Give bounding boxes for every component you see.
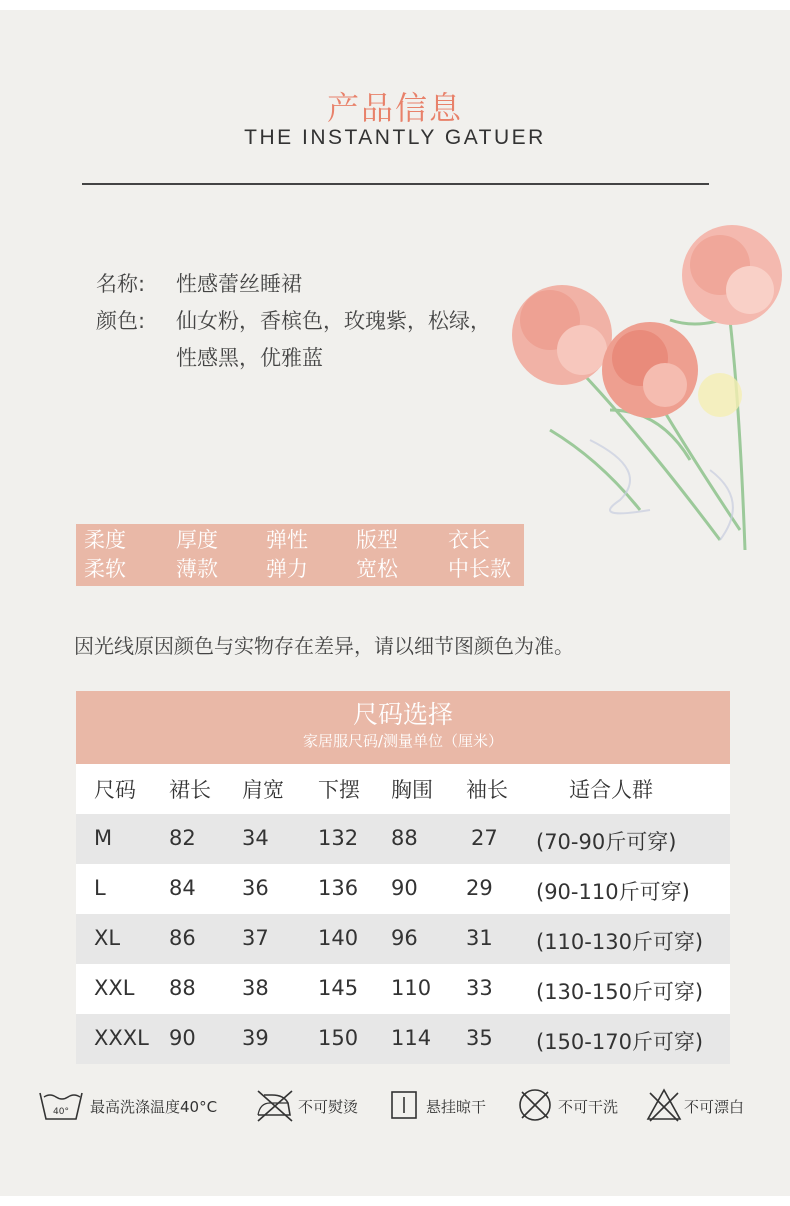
column-header: 肩宽 (242, 778, 284, 802)
color-disclaimer: 因光线原因颜色与实物存在差异，请以细节图颜色为准。 (74, 634, 574, 658)
care-text: 不可干洗 (558, 1098, 619, 1116)
size-cell: XXL (94, 976, 135, 1000)
column-header: 尺码 (94, 778, 136, 802)
attribute-fit: 版型 宽松 (356, 528, 398, 581)
care-text: 最高洗涤温度40°C (90, 1098, 218, 1116)
column-header: 下摆 (318, 778, 360, 802)
column-header: 袖长 (466, 778, 508, 802)
size-table-subtitle: 家居服尺码/测量单位（厘米） (302, 732, 504, 750)
care-item-hang-dry (390, 1083, 510, 1127)
care-instructions (0, 1083, 790, 1127)
color-value-line2: 性感黑，优雅蓝 (176, 346, 323, 370)
column-header: 裙长 (169, 778, 211, 802)
size-cell: M (94, 826, 113, 850)
page-subtitle: THE INSTANTLY GATUER (244, 126, 546, 149)
column-header: 胸围 (391, 778, 433, 802)
sleeve-cell: 33 (466, 976, 493, 1000)
size-cell: L (94, 876, 106, 900)
hem-cell: 150 (318, 1026, 359, 1050)
fit-range-cell: (150-170斤可穿) (536, 1030, 704, 1054)
name-value: 性感蕾丝睡裙 (176, 272, 302, 296)
care-item-iron (254, 1083, 384, 1127)
fit-range-cell: (90-110斤可穿) (536, 880, 690, 904)
shoulder-cell: 39 (242, 1026, 269, 1050)
care-text: 不可熨烫 (298, 1098, 359, 1116)
attribute-thickness: 厚度 薄款 (176, 528, 218, 581)
size-cell: XL (94, 926, 121, 950)
shoulder-cell: 34 (242, 826, 269, 850)
fit-range-cell: (110-130斤可穿) (536, 930, 704, 954)
shoulder-cell: 36 (242, 876, 269, 900)
size-table-header (76, 691, 730, 764)
bust-cell: 96 (391, 926, 418, 950)
care-item-wash (38, 1083, 248, 1127)
sleeve-cell: 35 (466, 1026, 493, 1050)
no-dry-clean-icon (518, 1087, 554, 1123)
divider (82, 183, 709, 185)
table-row (76, 914, 730, 964)
wash-temp-badge: 40° (53, 1107, 69, 1117)
bust-cell: 114 (391, 1026, 432, 1050)
attribute-length: 衣长 中长款 (448, 528, 511, 581)
attributes-bar (76, 524, 524, 586)
hem-cell: 136 (318, 876, 359, 900)
attribute-elasticity: 弹性 弹力 (266, 528, 308, 581)
sleeve-cell: 31 (466, 926, 493, 950)
hem-cell: 132 (318, 826, 359, 850)
hem-cell: 145 (318, 976, 359, 1000)
color-label: 颜色: (96, 309, 146, 333)
fit-range-cell: (70-90斤可穿) (536, 830, 677, 854)
bust-cell: 90 (391, 876, 418, 900)
length-cell: 82 (169, 826, 196, 850)
shoulder-cell: 37 (242, 926, 269, 950)
size-cell: XXXL (94, 1026, 149, 1050)
sleeve-cell: 27 (471, 826, 498, 850)
length-cell: 90 (169, 1026, 196, 1050)
carnation-illustration (490, 210, 790, 580)
table-row (76, 814, 730, 864)
sleeve-cell: 29 (466, 876, 493, 900)
care-item-dry-clean (518, 1083, 638, 1127)
bust-cell: 88 (391, 826, 418, 850)
name-label: 名称: (96, 272, 146, 296)
attribute-softness: 柔度 柔软 (84, 528, 126, 581)
bust-cell: 110 (391, 976, 432, 1000)
shoulder-cell: 38 (242, 976, 269, 1000)
hem-cell: 140 (318, 926, 359, 950)
product-color-row (96, 305, 491, 335)
size-table (76, 691, 730, 1064)
length-cell: 84 (169, 876, 196, 900)
hang-dry-icon (390, 1087, 420, 1123)
care-text: 不可漂白 (684, 1098, 745, 1116)
length-cell: 88 (169, 976, 196, 1000)
table-row (76, 1014, 730, 1064)
size-table-columns (76, 764, 730, 814)
table-row (76, 964, 730, 1014)
product-name-row (96, 268, 302, 298)
color-value-line1: 仙女粉，香槟色，玫瑰紫，松绿， (176, 309, 491, 333)
fit-range-cell: (130-150斤可穿) (536, 980, 704, 1004)
no-bleach-icon (646, 1087, 682, 1123)
page-title: 产品信息 (326, 89, 463, 127)
wash-basin-40-icon (38, 1087, 84, 1123)
table-row (76, 864, 730, 914)
length-cell: 86 (169, 926, 196, 950)
column-header: 适合人群 (569, 778, 653, 802)
care-text: 悬挂晾干 (426, 1098, 487, 1116)
care-item-bleach (646, 1083, 766, 1127)
page-background (0, 10, 790, 1196)
size-table-title: 尺码选择 (352, 700, 453, 729)
no-iron-icon (254, 1087, 294, 1123)
